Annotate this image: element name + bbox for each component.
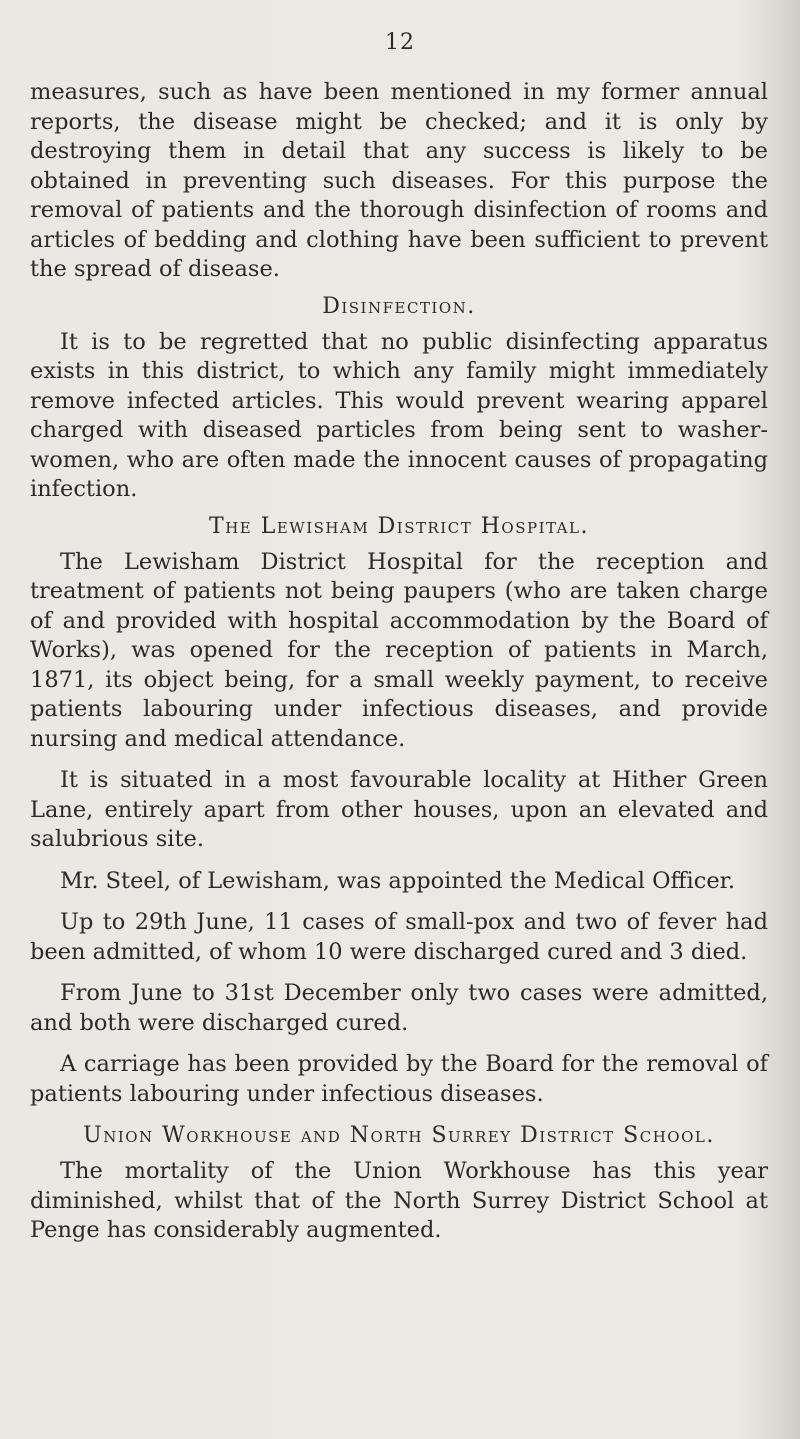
paragraph-medical-officer: Mr. Steel, of Lewisham, was appointed the Medical Officer. bbox=[60, 867, 736, 894]
paragraph-cases-june: Up to 29th June, 11 cases of small-pox and two of fever had been admitted, of whom 10 were discharged cured and 3 died. bbox=[30, 909, 768, 965]
heading-disinfection: Disinfection. bbox=[322, 293, 476, 319]
heading-union-workhouse: Union Workhouse and North Surrey District School. bbox=[83, 1123, 715, 1148]
paragraph-hospital-location: It is situated in a most favourable locality at Hither Green Lane, entirely apart from other houses, upon an elevated and salubrious site. bbox=[30, 767, 768, 852]
page-text bbox=[30, 78, 768, 1246]
heading-lewisham-hospital: The Lewisham District Hospital. bbox=[209, 513, 589, 539]
paragraph-disinfection: It is to be regretted that no public disinfecting apparatus exists in this district, to which any family might immediately remove infected articles. This would prevent wearing apparel charged with diseased particles from being sent to washer-women, who are often made the innocent causes of propagating infection. bbox=[30, 328, 768, 502]
page-number: 12 bbox=[385, 30, 415, 55]
paragraph-mortality: The mortality of the Union Workhouse has this year diminished, whilst that of the North Surrey District School at Penge has considerably augmented. bbox=[30, 1158, 768, 1243]
paragraph-carriage: A carriage has been provided by the Board for the removal of patients labouring under infectious diseases. bbox=[30, 1051, 768, 1107]
paragraph-hospital-opening: The Lewisham District Hospital for the reception and treatment of patients not being paupers (who are taken charge of and provided with hospital accommodation by the Board of Works), was opened for the reception of patients in March, 1871, its object being, for a small weekly payment, to receive patients labouring under infectious diseases, and provide nursing and medical attendance. bbox=[30, 548, 768, 752]
paragraph-intro: measures, such as have been mentioned in my former annual reports, the disease might be checked; and it is only by destroying them in detail that any success is likely to be obtained in preventing such diseases. For this purpose the removal of patients and the thorough disinfection of rooms and articles of bedding and clothing have been sufficient to prevent the spread of disease. bbox=[30, 79, 768, 282]
paragraph-cases-december: From June to 31st December only two cases were admitted, and both were discharged cured. bbox=[30, 980, 768, 1036]
